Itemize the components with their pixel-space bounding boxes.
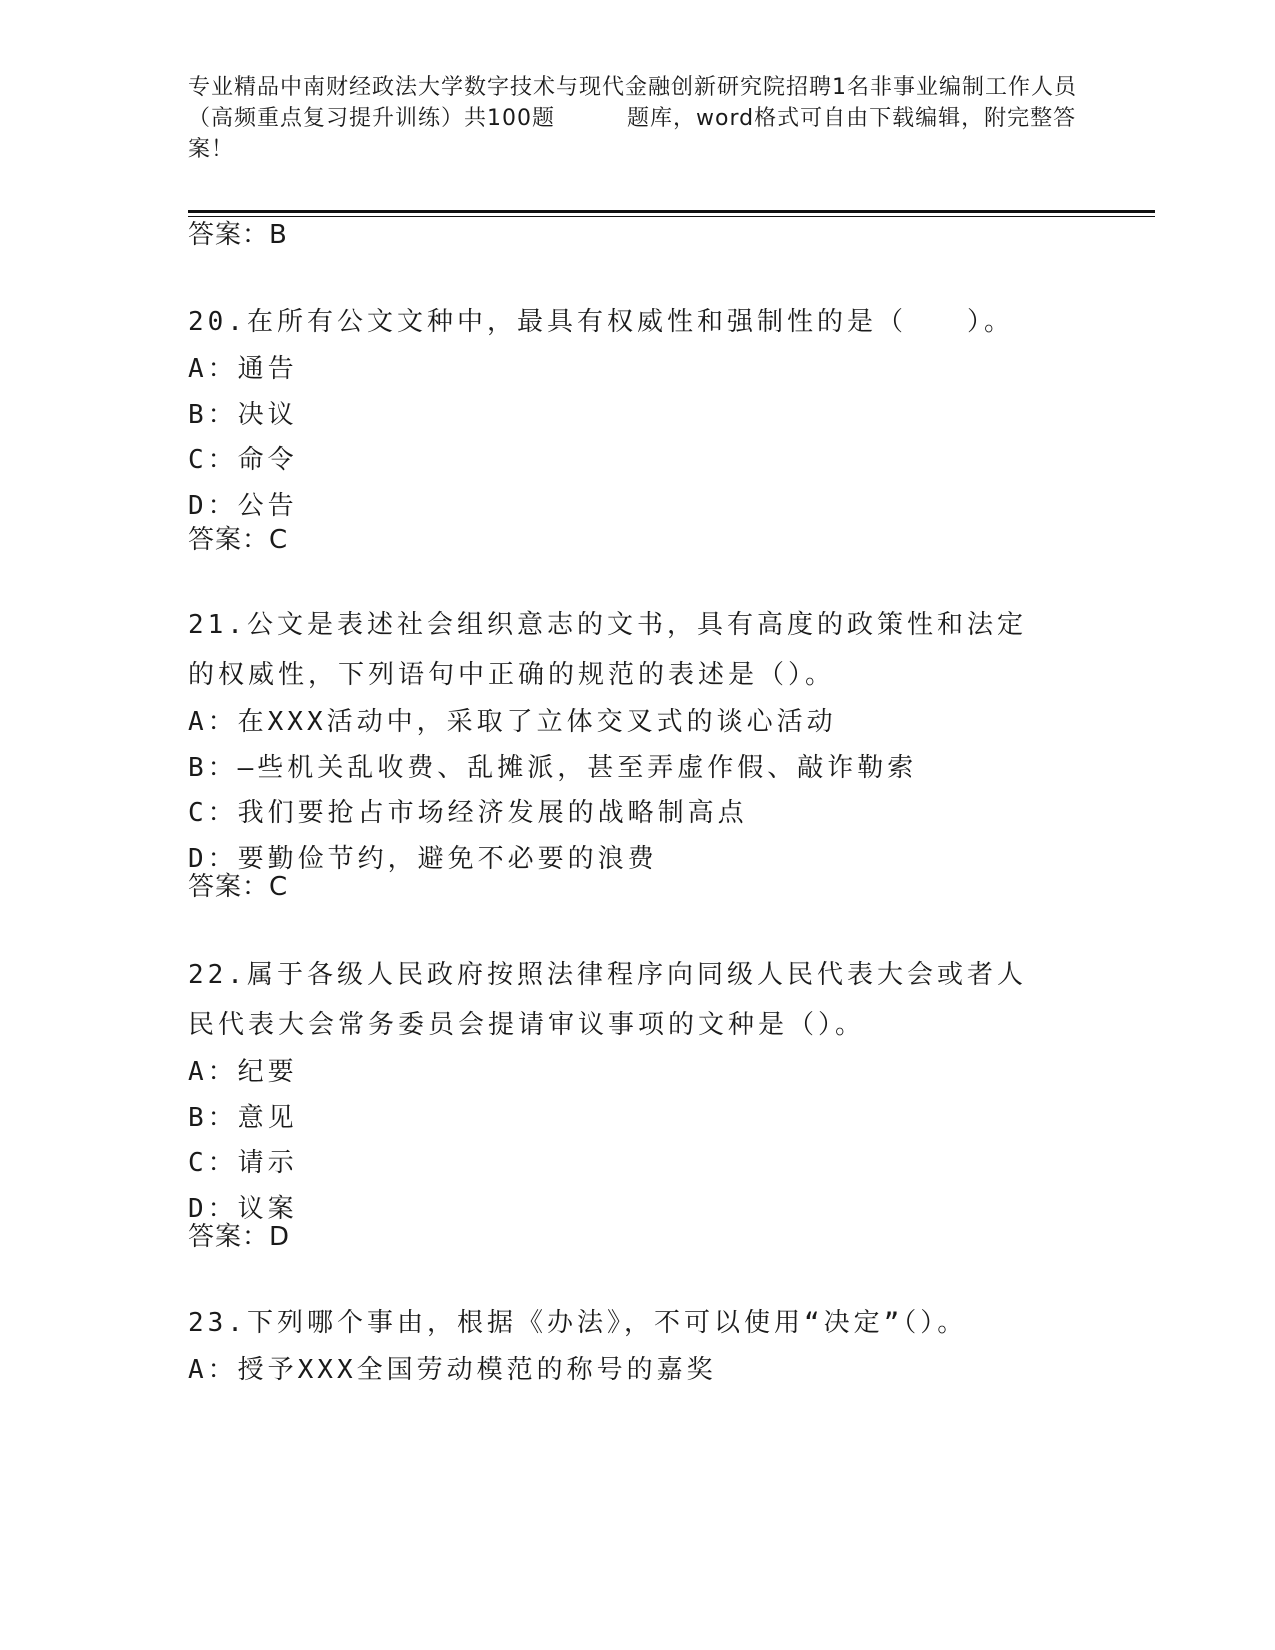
answer-21: 答案：C <box>188 872 289 902</box>
question-20 <box>188 297 1088 529</box>
question-stem: 21.公文是表述社会组织意志的文书，具有高度的政策性和法定的权威性，下列语句中正确的规范的表述是（）。 <box>188 610 1027 690</box>
answer-20: 答案：C <box>188 525 289 555</box>
header-subtitle: 题库，word格式可自由下载编辑，附完整答案！ <box>188 106 1077 162</box>
question-21 <box>188 600 1088 882</box>
option-b: B：—些机关乱收费、乱摊派，甚至弄虚作假、敲诈勒索 <box>188 752 918 783</box>
option-b: B：意见 <box>188 1102 298 1133</box>
header-rule-thin <box>188 216 1155 217</box>
header-title: 专业精品中南财经政法大学数字技术与现代金融创新研究院招聘1名非事业编制工作人员（高频重点复习提升训练）共100题 <box>188 75 1077 131</box>
document-header <box>188 72 1088 165</box>
header-rule-thick <box>188 210 1155 213</box>
question-stem: 20.在所有公文文种中，最具有权威性和强制性的是（ ）。 <box>188 307 1014 337</box>
option-d: D：议案 <box>188 1193 298 1224</box>
question-23 <box>188 1298 1088 1394</box>
question-stem: 22.属于各级人民政府按照法律程序向同级人民代表大会或者人民代表大会常务委员会提请审议事项的文种是（）。 <box>188 960 1027 1040</box>
option-a: A：纪要 <box>188 1057 298 1087</box>
option-b: B：决议 <box>188 399 298 430</box>
option-d: D：要勤俭节约，避免不必要的浪费 <box>188 843 658 874</box>
option-a: A：授予XXX全国劳动模范的称号的嘉奖 <box>188 1355 717 1385</box>
answer-22: 答案：D <box>188 1222 291 1252</box>
option-d: D：公告 <box>188 490 298 521</box>
previous-answer: 答案：B <box>188 220 288 250</box>
question-22 <box>188 950 1088 1232</box>
option-a: A：通告 <box>188 354 298 384</box>
option-a: A：在XXX活动中，采取了立体交叉式的谈心活动 <box>188 707 837 737</box>
question-stem: 23.下列哪个事由，根据《办法》，不可以使用“决定”（）。 <box>188 1308 968 1338</box>
option-c: C：命令 <box>188 445 298 475</box>
option-c: C：请示 <box>188 1148 298 1178</box>
option-c: C：我们要抢占市场经济发展的战略制高点 <box>188 798 748 828</box>
